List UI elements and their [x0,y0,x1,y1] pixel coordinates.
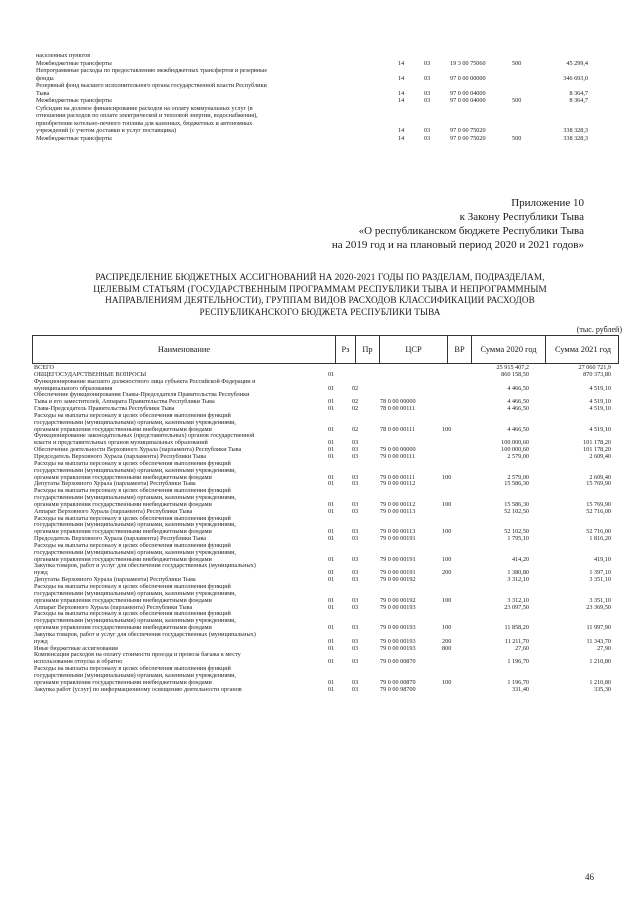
row-pr: 03 [352,658,359,666]
row-pr: 03 [424,97,431,104]
row-name-line: государственными (муниципальными) органами, казенными учреждениями, [34,671,236,679]
row-name-line: Функционирование законодательных (представительных) органов государственной [34,432,255,440]
row-pr: 02 [352,425,359,433]
row-sum-2021: 1 210,80 [589,678,611,686]
row-sum-2020: 1 380,80 [507,569,529,577]
row-rz: 01 [328,500,335,508]
row-sum: 338 328,3 [563,134,588,142]
row-pr: 03 [352,473,359,481]
row-name-line: органами управления государственными внебюджетными фондами [34,528,212,536]
row-name-line: Межбюджетные трансферты [36,97,112,104]
table-title [30,272,610,318]
row-name-line: Закупка товаров, работ и услуг для обеспечения государственных (муниципальных) [34,630,256,638]
table-row [34,488,617,509]
row-sum-2021: 1 816,20 [589,535,611,543]
row-sum-2020: 1 196,70 [507,678,529,686]
table-row [34,392,617,406]
row-name-line: Субсидии на долевое финансирование расходов на оплату коммунальных услуг (в [36,104,253,112]
row-name-line: государственными (муниципальными) органами, казенными учреждениями, [34,521,236,529]
row-vr: 100 [442,425,452,433]
row-csr: 79 0 00 00191 [380,555,416,563]
row-name-line: государственными (муниципальными) органами, казенными учреждениями, [34,617,236,625]
row-name-line: государственными (муниципальными) органами, казенными учреждениями, [34,418,236,426]
row-name-line: приобретение котельно-печного топлива для казенных, бюджетных и автономных [36,119,253,127]
row-name-line: государственными (муниципальными) органами, казенными учреждениями, [34,548,236,556]
appendix-header [332,196,584,252]
row-csr: 79 0 00 00111 [380,452,416,460]
row-rz: 01 [328,473,335,481]
row-sum-2021: 2 609,40 [589,452,611,460]
continuation-row [36,67,596,82]
row-sum-2021: 11 997,90 [586,624,611,632]
row-sum-2020: 52 102,50 [504,528,529,536]
row-sum-2020: 2 579,00 [507,452,529,460]
row-vr: 800 [442,644,452,652]
header-vr: ВР [447,336,471,363]
row-sum-2020: 1 196,70 [507,658,529,666]
row-rz: 01 [328,569,335,577]
row-vr: 100 [442,500,452,508]
row-name-line: власти и представительных органов муниципальных образований [34,439,208,447]
row-name-line: органами управления государственными внебюджетными фондами [34,555,212,563]
continuation-row [36,52,596,60]
row-pr: 03 [352,678,359,686]
row-sum-2021: 23 369,50 [586,603,611,611]
row-sum-2020: 4 466,50 [507,425,529,433]
row-name-line: Тыва [36,89,50,97]
row-sum-2021: 870 373,80 [583,370,611,378]
row-vr: 500 [512,134,522,142]
row-name-line: Межбюджетные трансферты [36,134,112,142]
appendix-period: на 2019 год и на плановый период 2020 и 2021 годов» [331,239,584,251]
row-csr: 79 0 00 00112 [380,500,416,508]
row-name-line: Закупка товаров, работ и услуг для обеспечения государственных (муниципальных) [34,562,256,570]
row-rz: 01 [328,507,335,515]
row-sum-2020: 2 579,00 [507,473,529,481]
row-rz: 14 [398,74,405,82]
row-csr: 78 0 00 00111 [380,425,416,433]
appendix-law: к Закону Республики Тыва [459,211,584,223]
row-csr: 79 0 00 00870 [380,678,416,686]
row-vr: 100 [442,555,452,563]
row-sum-2021: 27 060 721,9 [578,364,611,371]
row-name-line: органами управления государственными внебюджетными фондами [34,624,212,632]
row-sum-2021: 335,30 [593,685,611,693]
row-name-line: органами управления государственными внебюджетными фондами [34,425,212,433]
header-rz: Рз [335,336,355,363]
row-csr: 79 0 00 00192 [380,596,416,604]
row-pr: 03 [352,535,359,543]
row-rz: 01 [328,555,335,563]
header-pr: Пр [355,336,379,363]
row-csr: 79 0 00 00192 [380,576,416,584]
row-rz: 01 [328,528,335,536]
row-sum-2020: 25 915 407,2 [496,364,529,371]
table-row [34,611,617,632]
row-name-line: населенных пунктов [36,52,91,59]
row-pr: 03 [352,596,359,604]
header-sum-2020: Сумма 2020 год [471,336,545,363]
row-name-line: Непрограммные расходы по предоставлению межбюджетных трансфертов и резервные [36,67,268,74]
table-title-line: РЕСПУБЛИКАНСКОГО БЮДЖЕТА РЕСПУБЛИКИ ТЫВА [199,306,441,317]
row-sum-2021: 15 769,90 [586,480,611,488]
row-name-line: Расходы на выплаты персоналу в целях обеспечения выполнения функций [34,610,231,618]
row-pr: 03 [352,569,359,577]
row-rz: 14 [398,59,405,67]
table-row [34,652,617,666]
row-csr: 79 0 00 00193 [380,637,416,645]
row-sum-2021: 4 519,10 [589,384,611,392]
row-sum-2020: 1 795,10 [507,535,529,543]
row-sum-2020: 331,40 [511,685,529,693]
row-name-line: учреждений (с учетом доставки и услуг поставщика) [36,127,177,134]
row-name-line: Компенсация расходов на оплату стоимости проезда и провоза багажа к месту [34,651,241,659]
row-sum: 45 299,4 [566,59,588,67]
header-csr: ЦСР [379,336,447,363]
row-name-line: Тыва и его заместителей, Аппарата Правительства Республики Тыва [34,398,215,406]
row-rz: 14 [398,134,405,142]
row-pr: 03 [352,446,359,454]
row-rz: 01 [328,603,335,611]
row-name-line: государственными (муниципальными) органами, казенными учреждениями, [34,589,236,597]
row-rz: 01 [328,658,335,666]
continuation-row [36,105,596,135]
row-rz: 01 [328,480,335,488]
row-csr: 79 0 00 00112 [380,480,416,488]
row-csr: 79 0 00 98700 [380,685,416,693]
row-name-line: Межбюджетные трансферты [36,59,112,67]
row-pr: 03 [352,644,359,652]
row-csr: 79 0 00 00191 [380,535,416,543]
table-row [34,632,617,646]
row-sum-2021: 3 351,10 [589,596,611,604]
row-name-line: Резервный фонд высшего исполнительного органа государственной власти Республики [36,82,267,89]
row-sum-2021: 4 519,10 [589,425,611,433]
row-name-line: фонды [36,74,54,82]
row-name-line: муниципального образования [34,384,113,392]
row-csr: 79 0 00 00193 [380,603,416,611]
row-name-line: Аппарат Верховного Хурала (парламента) Республики Тыва [34,603,193,611]
table-header [32,335,619,364]
row-pr: 03 [352,507,359,515]
row-name-line: Расходы на выплаты персоналу в целях обеспечения выполнения функций [34,487,231,495]
row-name-line: Аппарат Верховного Хурала (парламента) Республики Тыва [34,507,193,515]
row-csr: 78 0 00 00000 [380,398,416,406]
row-sum-2020: 860 158,50 [501,370,529,378]
row-csr: 97 0 00 04000 [450,97,486,104]
row-pr: 03 [352,637,359,645]
row-sum-2021: 52 716,00 [586,528,611,536]
row-sum-2021: 1 210,80 [589,658,611,666]
header-name: Наименование [157,344,211,354]
row-vr: 100 [442,473,452,481]
row-rz: 01 [328,398,335,406]
row-sum-2021: 4 519,10 [589,398,611,406]
row-sum-2020: 15 586,30 [504,480,529,488]
row-name-line: органами управления государственными внебюджетными фондами [34,473,212,481]
row-csr: 79 0 00 00000 [380,446,416,454]
row-name-line: отношении расходов по оплате электрической и тепловой энергии, водоснабжения), [36,112,258,119]
row-sum-2021: 15 769,90 [586,500,611,508]
row-pr: 02 [352,398,359,406]
row-sum-2020: 4 466,50 [507,405,529,413]
row-pr: 03 [352,576,359,584]
row-pr: 03 [352,439,359,447]
row-sum-2020: 52 102,50 [504,507,529,515]
row-name-line: Депутаты Верховного Хурала (парламента) Республики Тыва [34,480,196,488]
row-csr: 97 0 00 00000 [450,74,486,82]
table-row [34,461,617,482]
row-name-line: нужд [34,637,48,645]
row-vr: 100 [442,624,452,632]
row-sum-2021: 4 519,10 [589,405,611,413]
row-vr: 100 [442,596,452,604]
row-pr: 03 [352,528,359,536]
table-row [34,666,617,687]
row-name-line: Закупка работ (услуг) по информационному освещению деятельности органов [34,685,242,693]
row-csr: 79 0 00 00870 [380,658,416,666]
table-row [34,413,617,434]
row-name-line: Расходы на выплаты персоналу в целях обеспечения выполнения функций [34,583,231,590]
row-rz: 01 [328,439,335,447]
continuation-row [36,135,596,143]
row-csr: 79 0 00 00193 [380,624,416,632]
row-csr: 79 0 00 00193 [380,644,416,652]
row-vr: 200 [442,637,452,645]
table-row [34,543,617,564]
row-vr: 100 [442,528,452,536]
row-rz: 01 [328,405,335,413]
row-pr: 03 [424,134,431,142]
row-vr: 100 [442,678,452,686]
row-pr: 03 [424,89,431,97]
row-name-line: органами управления государственными внебюджетными фондами [34,500,212,508]
row-pr: 03 [352,452,359,460]
row-rz: 01 [328,644,335,652]
row-csr: 79 0 00 00111 [380,473,416,481]
row-csr: 97 0 00 75020 [450,134,486,142]
row-name-line: Обеспечение функционирования Главы-Председателя Правительства Республики [34,391,250,399]
row-csr: 97 0 00 75020 [450,127,486,134]
row-name-line: государственными (муниципальными) органами, казенными учреждениями, [34,494,236,502]
row-name-line: органами управления государственными внебюджетными фондами [34,596,212,604]
row-pr: 03 [352,480,359,488]
row-sum-2020: 100 000,60 [501,446,529,454]
row-sum: 8 364,7 [569,89,588,97]
row-vr: 500 [512,97,522,104]
row-sum-2020: 3 312,10 [507,596,529,604]
continuation-row [36,97,596,105]
row-pr: 02 [352,384,359,392]
row-name-line: нужд [34,569,48,577]
row-sum-2020: 23 097,50 [504,603,529,611]
row-sum-2021: 2 609,40 [589,473,611,481]
row-sum-2021: 3 351,10 [589,576,611,584]
row-name-line: Председатель Верховного Хурала (парламента) Республики Тыва [34,452,206,460]
table-title-line: ЦЕЛЕВЫМ СТАТЬЯМ (ГОСУДАРСТВЕННЫМ ПРОГРАММАМ РЕСПУБЛИКИ ТЫВА И НЕПРОГРАММНЫМ [93,283,547,294]
row-rz: 14 [398,127,405,134]
row-name-line: Расходы на выплаты персоналу в целях обеспечения выполнения функций [34,541,231,549]
row-pr: 03 [352,555,359,563]
row-rz: 01 [328,678,335,686]
row-rz: 14 [398,89,405,97]
row-pr: 02 [352,405,359,413]
row-name-line: использования отпуска и обратно [34,658,123,666]
row-csr: 78 0 00 00111 [380,405,416,413]
row-rz: 01 [328,446,335,454]
row-sum-2020: 11 858,20 [504,624,529,632]
table-title-line: НАПРАВЛЕНИЯМ ДЕЯТЕЛЬНОСТИ), ГРУППАМ ВИДОВ РАСХОДОВ КЛАССИФИКАЦИИ РАСХОДОВ [105,295,535,305]
row-sum-2021: 101 178,20 [583,439,611,447]
row-name-line: Функционирование высшего должностного лица субъекта Российской Федерации и [34,377,256,385]
table-row [34,433,617,447]
unit-label: (тыс. рублей) [576,325,622,334]
row-name-line: Расходы на выплаты персоналу в целях обеспечения выполнения функций [34,459,231,467]
row-sum-2020: 27,60 [515,644,529,652]
row-rz: 14 [398,97,405,104]
table-row [34,687,617,694]
row-sum-2021: 1 397,10 [589,569,611,577]
row-sum-2021: 101 178,20 [583,446,611,454]
row-csr: 79 0 00 00191 [380,569,416,577]
row-sum-2021: 419,10 [593,555,611,563]
row-name-line: Расходы на выплаты персоналу в целях обеспечения выполнения функций [34,411,231,419]
row-name-line: ВСЕГО [34,364,54,371]
row-rz: 01 [328,685,335,693]
row-rz: 01 [328,535,335,543]
appendix-law-title: «О республиканском бюджете Республики Тыва [358,225,584,237]
row-rz: 01 [328,425,335,433]
row-sum: 346 693,0 [563,74,588,82]
row-pr: 03 [352,624,359,632]
row-name-line: органами управления государственными внебюджетными фондами [34,678,212,686]
row-rz: 01 [328,596,335,604]
row-name-line: ОБЩЕГОСУДАРСТВЕННЫЕ ВОПРОСЫ [34,370,147,378]
continuation-row [36,82,596,97]
table-row [34,563,617,577]
row-sum: 8 364,7 [569,97,588,104]
row-rz: 01 [328,452,335,460]
row-rz: 01 [328,576,335,584]
row-vr: 500 [512,59,522,67]
row-rz: 01 [328,637,335,645]
row-rz: 01 [328,370,335,378]
table-row [34,379,617,393]
row-pr: 03 [352,603,359,611]
row-name-line: Обеспечение деятельности Верховного Хурала (парламента) Республики Тыва [34,446,242,454]
row-name-line: Глава-Председатель Правительства Республики Тыва [34,405,175,413]
row-csr: 79 0 00 00113 [380,507,416,515]
continuation-table [36,52,596,142]
row-name-line: государственными (муниципальными) органами, казенными учреждениями, [34,466,236,474]
row-pr: 03 [352,685,359,693]
row-name-line: Иные бюджетные ассигнования [34,644,118,652]
table-row [34,584,617,605]
continuation-row [36,60,596,68]
row-sum-2020: 4 466,50 [507,398,529,406]
row-pr: 03 [424,127,431,134]
row-sum-2020: 11 211,70 [504,637,529,645]
row-pr: 03 [424,59,431,67]
row-sum-2021: 52 716,00 [586,507,611,515]
row-pr: 03 [424,74,431,82]
row-vr: 200 [442,569,452,577]
row-rz: 01 [328,624,335,632]
row-sum-2020: 100 000,60 [501,439,529,447]
row-sum-2020: 15 586,30 [504,500,529,508]
row-sum-2021: 11 343,70 [586,637,611,645]
row-rz: 01 [328,384,335,392]
header-sum-2021: Сумма 2021 год [545,336,620,363]
row-name-line: Депутаты Верховного Хурала (парламента) Республики Тыва [34,576,196,584]
budget-table-body [34,365,617,694]
row-csr: 79 0 00 00113 [380,528,416,536]
table-row [34,516,617,537]
row-sum: 338 328,3 [563,127,588,134]
appendix-number: Приложение 10 [511,197,584,209]
row-sum-2021: 27,90 [597,644,611,652]
table-title-line: РАСПРЕДЕЛЕНИЕ БЮДЖЕТНЫХ АССИГНОВАНИЙ НА 2020-2021 ГОДЫ ПО РАЗДЕЛАМ, ПОДРАЗДЕЛАМ, [95,272,545,282]
row-sum-2020: 3 312,10 [507,576,529,584]
row-csr: 19 3 00 75060 [450,59,486,67]
row-csr: 97 0 00 04000 [450,89,486,97]
row-pr: 03 [352,500,359,508]
row-name-line: Председатель Верховного Хурала (парламента) Республики Тыва [34,535,206,543]
row-name-line: Расходы на выплаты персоналу в целях обеспечения выполнения функций [34,665,231,673]
row-sum-2020: 4 466,50 [507,384,529,392]
row-name-line: Расходы на выплаты персоналу в целях обеспечения выполнения функций [34,514,231,522]
page-number: 46 [585,872,594,882]
row-sum-2020: 414,20 [511,555,529,563]
